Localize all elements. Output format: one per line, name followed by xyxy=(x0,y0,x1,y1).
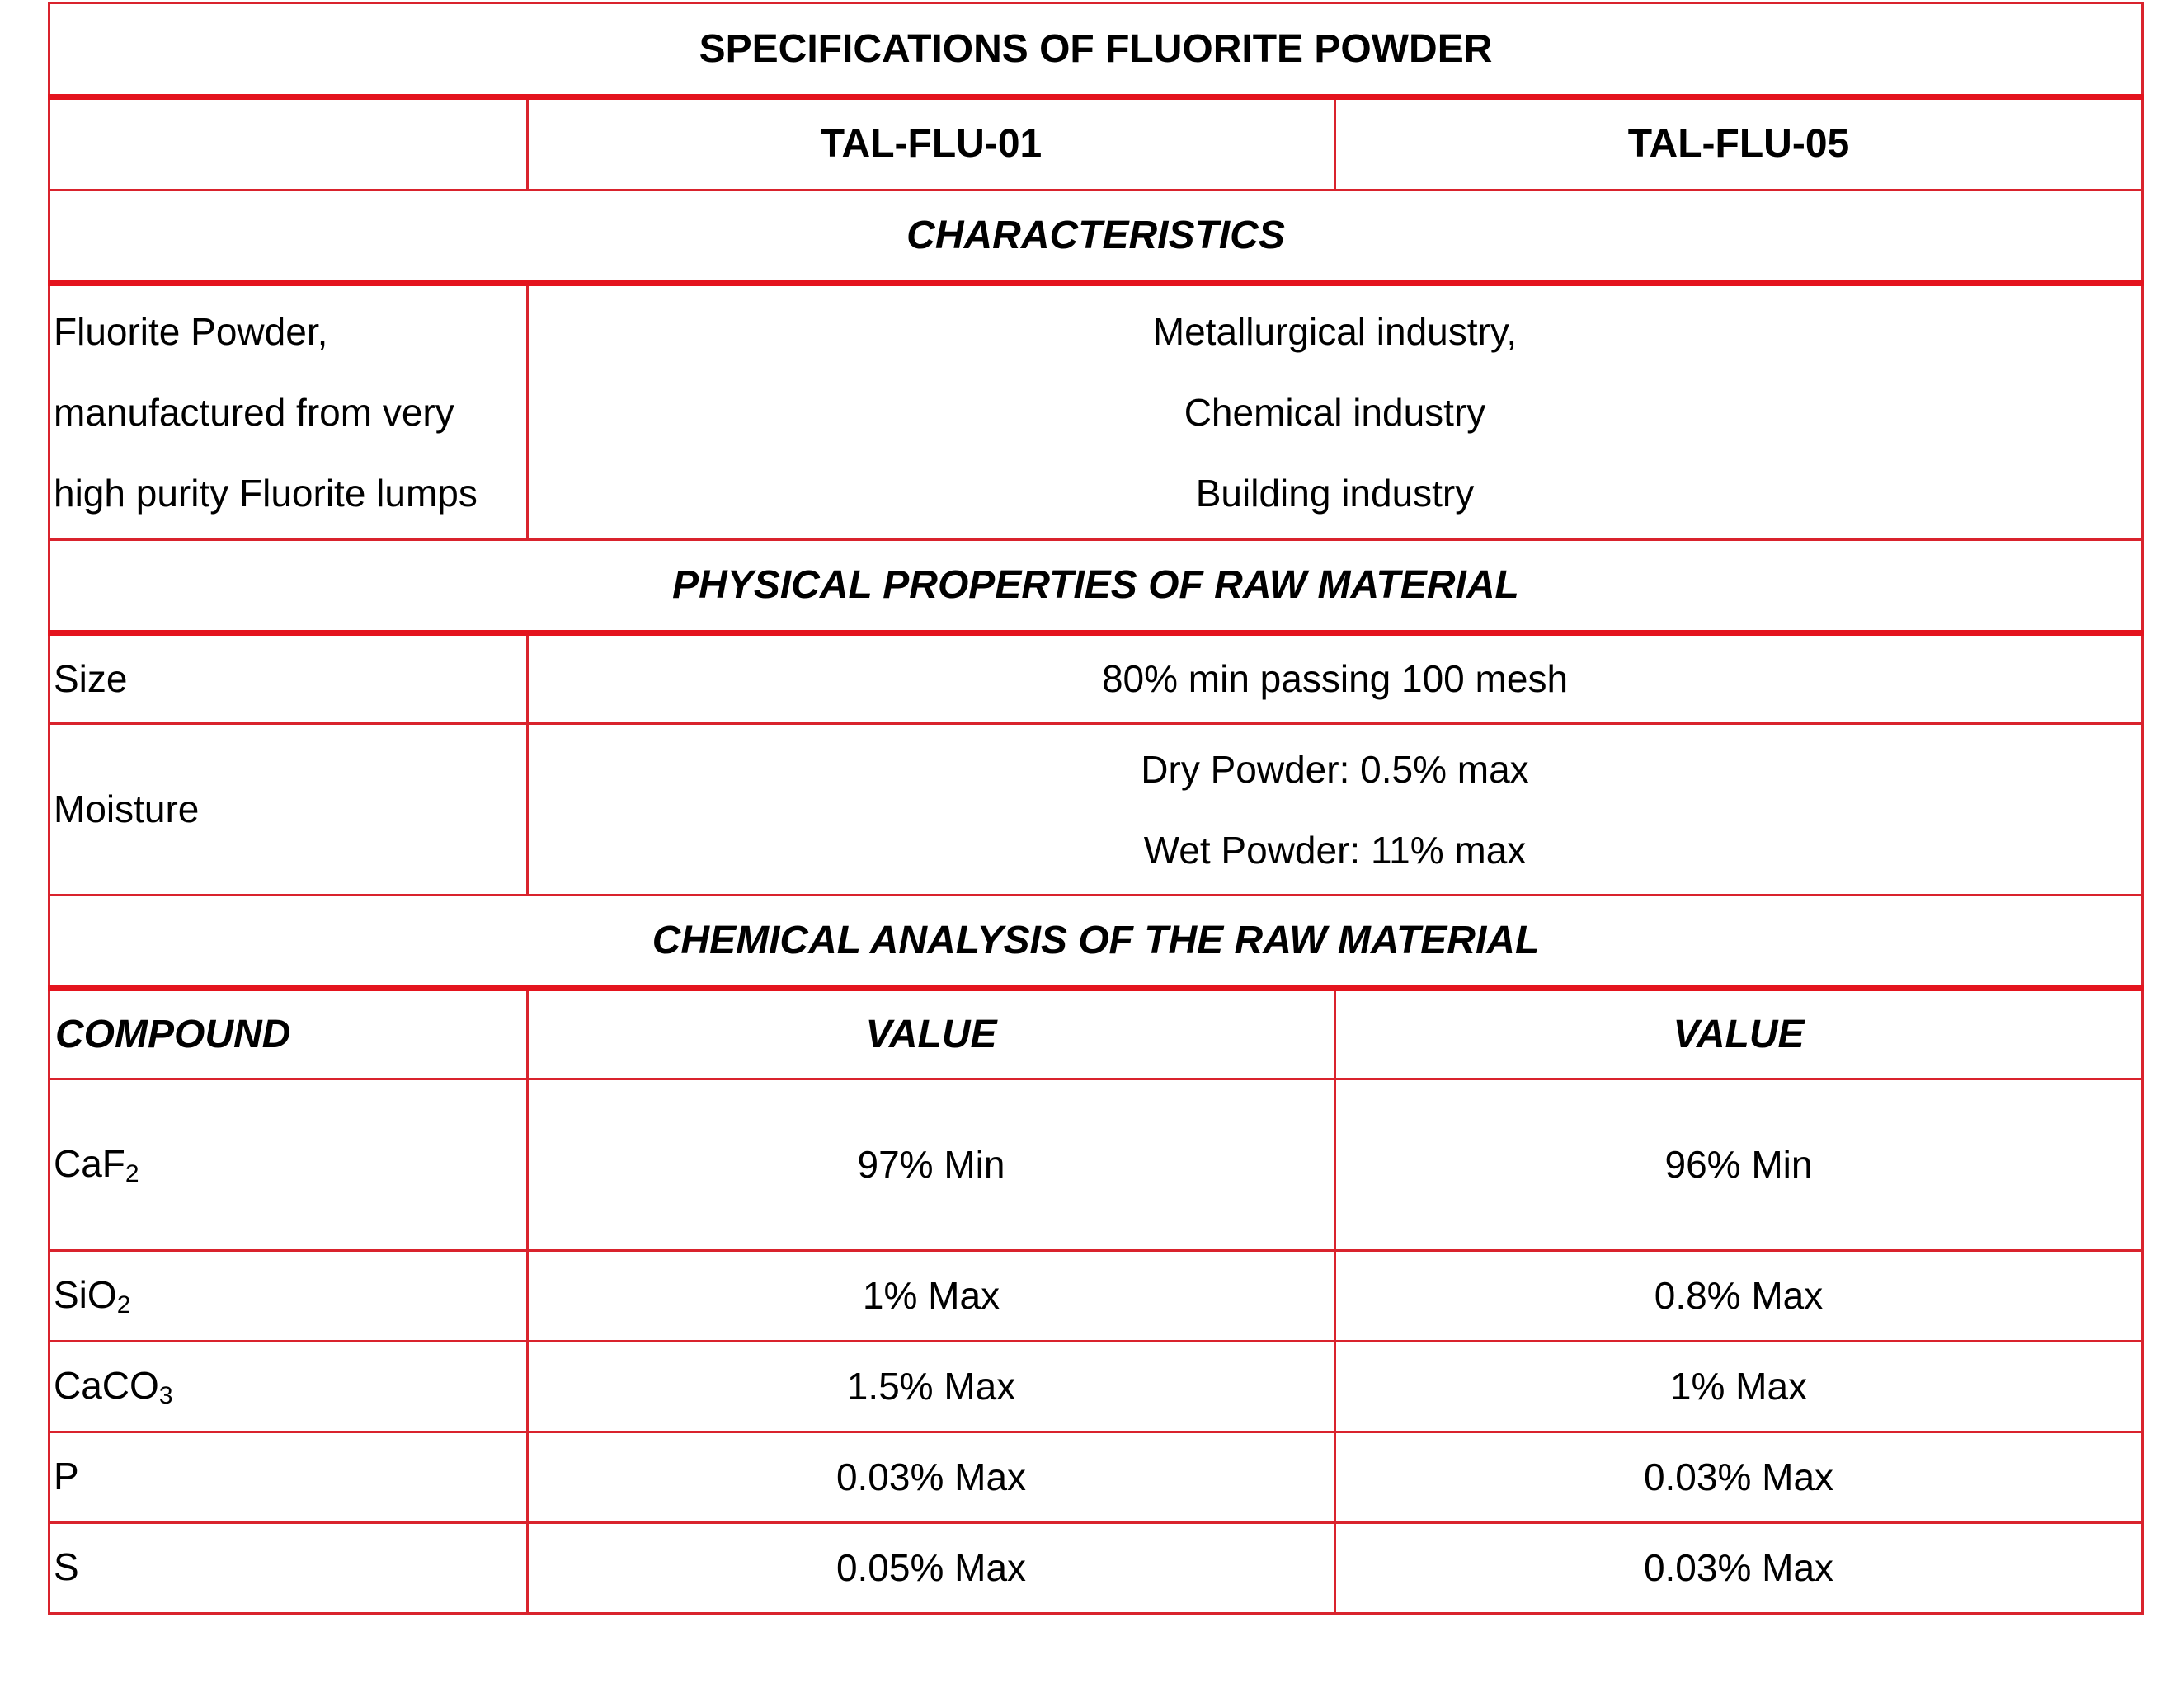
characteristics-heading: CHARACTERISTICS xyxy=(49,190,2143,284)
table-title: SPECIFICATIONS OF FLUORITE POWDER xyxy=(49,3,2143,97)
size-label: Size xyxy=(49,633,528,724)
size-value: 80% min passing 100 mesh xyxy=(528,633,2143,724)
fluorite-spec-table xyxy=(48,2,2144,1615)
caco3-value-2: 1% Max xyxy=(1335,1342,2143,1432)
product-tal-flu-05: TAL-FLU-05 xyxy=(1335,97,2143,190)
compound-sio2: SiO$_2$ xyxy=(49,1251,528,1342)
caco3-value-1: 1.5% Max xyxy=(528,1342,1335,1432)
moisture-dry-value: Dry Powder: 0.5% max xyxy=(1141,747,1529,791)
moisture-values xyxy=(528,724,2143,896)
sio2-value-2: 0.8% Max xyxy=(1335,1251,2143,1342)
table-row xyxy=(49,1342,2143,1432)
description-line: high purity Fluorite lumps xyxy=(54,472,478,515)
value-column-header-2: VALUE xyxy=(1335,989,2143,1079)
chemical-analysis-heading: CHEMICAL ANALYSIS OF THE RAW MATERIAL xyxy=(49,896,2143,989)
moisture-label: Moisture xyxy=(49,724,528,896)
description-line: manufactured from very xyxy=(54,391,454,434)
description-line: Fluorite Powder, xyxy=(54,310,328,353)
s-value-2: 0.03% Max xyxy=(1335,1523,2143,1614)
value-column-header-1: VALUE xyxy=(528,989,1335,1079)
physical-properties-heading: PHYSICAL PROPERTIES OF RAW MATERIAL xyxy=(49,540,2143,633)
characteristics-description xyxy=(49,284,528,540)
moisture-wet-value: Wet Powder: 11% max xyxy=(1143,828,1527,872)
application-item: Building industry xyxy=(1195,472,1475,515)
s-value-1: 0.05% Max xyxy=(528,1523,1335,1614)
compound-caf2: CaF$_2$ xyxy=(49,1079,528,1251)
table-row xyxy=(49,1251,2143,1342)
characteristics-applications xyxy=(528,284,2143,540)
sio2-value-1: 1% Max xyxy=(528,1251,1335,1342)
product-tal-flu-01: TAL-FLU-01 xyxy=(528,97,1335,190)
caf2-value-1: 97% Min xyxy=(528,1079,1335,1251)
table-row xyxy=(49,1432,2143,1523)
compound-p: P xyxy=(49,1432,528,1523)
table-row xyxy=(49,1079,2143,1251)
compound-caco3: CaCO$_3$ xyxy=(49,1342,528,1432)
empty-header-cell xyxy=(49,97,528,190)
application-item: Metallurgical industry, xyxy=(1152,310,1518,353)
compound-column-header: COMPOUND xyxy=(49,989,528,1079)
p-value-2: 0.03% Max xyxy=(1335,1432,2143,1523)
p-value-1: 0.03% Max xyxy=(528,1432,1335,1523)
table-row xyxy=(49,1523,2143,1614)
caf2-value-2: 96% Min xyxy=(1335,1079,2143,1251)
application-item: Chemical industry xyxy=(1184,391,1486,434)
compound-s: S xyxy=(49,1523,528,1614)
